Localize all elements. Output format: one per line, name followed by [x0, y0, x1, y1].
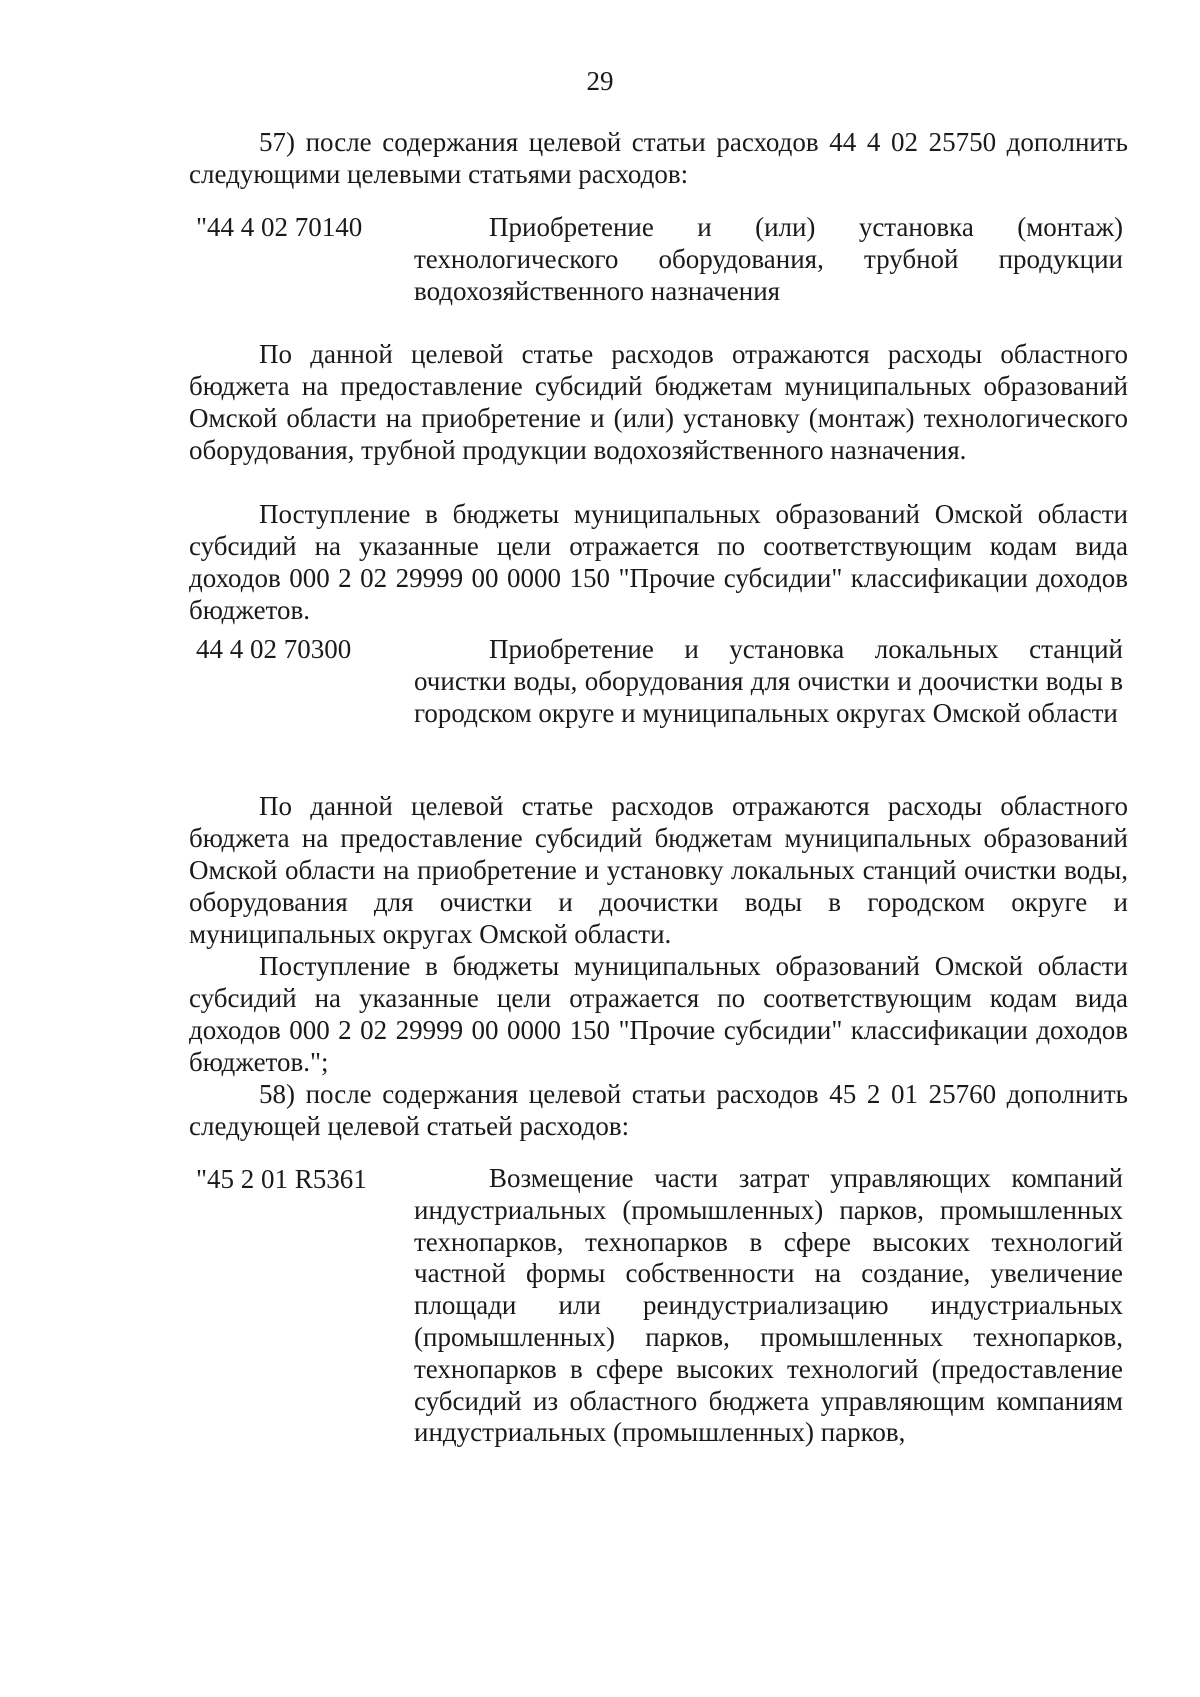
page-number: 29	[586, 66, 614, 96]
entry-title: Приобретение и (или) установка (монтаж) технологического оборудования, трубной продукции водохозяйственного назначения	[414, 212, 1123, 306]
entry-code: "45 2 01 R5361	[196, 1164, 367, 1194]
entry-code: "44 4 02 70140	[196, 212, 363, 242]
entry-description	[189, 338, 1128, 466]
entry-description	[189, 790, 1128, 950]
entry-description-text: По данной целевой статье расходов отражаются расходы областного бюджета на предоставление субсидий бюджетам муниципальных образований Омской области на приобретение и (или) установку (монтаж) технологического оборудования, трубной продукции водохозяйственного назначения.	[189, 339, 1128, 465]
entry-code: 44 4 02 70300	[196, 634, 352, 664]
item-57-intro-text: 57) после содержания целевой статьи расходов 44 4 02 25750 дополнить следующими целевыми статьями расходов:	[189, 127, 1128, 189]
entry-title: Приобретение и установка локальных станций очистки воды, оборудования для очистки и доочистки воды в городском округе и муниципальных округах Омской области	[414, 634, 1123, 728]
entry-receipt-note	[189, 950, 1128, 1078]
entry-receipt-note	[189, 498, 1128, 626]
item-58-intro-text: 58) после содержания целевой статьи расходов 45 2 01 25760 дополнить следующей целевой статьей расходов:	[189, 1079, 1128, 1141]
entry-receipt-text: Поступление в бюджеты муниципальных образований Омской области субсидий на указанные цели отражается по соответствующим кодам вида доходов 000 2 02 29999 00 0000 150 "Прочие субсидии" классификации доходов бюджетов.	[189, 499, 1128, 625]
entry-receipt-text: Поступление в бюджеты муниципальных образований Омской области субсидий на указанные цели отражается по соответствующим кодам вида доходов 000 2 02 29999 00 0000 150 "Прочие субсидии" классификации доходов бюджетов.";	[189, 951, 1128, 1077]
entry-description-text: По данной целевой статье расходов отражаются расходы областного бюджета на предоставление субсидий бюджетам муниципальных образований Омской области на приобретение и установку локальных станций очистки воды, оборудования для очистки и доочистки воды в городском округе и муниципальных округах Омской области.	[189, 791, 1128, 949]
entry-title: Возмещение части затрат управляющих компаний индустриальных (промышленных) парков, промышленных технопарков, технопарков в сфере высоких технологий частной формы собственности на создание, увеличение площади или реиндустриализацию индустриальных (промышленных) парков, промышленных технопарков, технопарков в сфере высоких технологий (предоставление субсидий из областного бюджета управляющим компаниям индустриальных (промышленных) парков,	[414, 1163, 1123, 1448]
item-58-intro	[189, 1078, 1128, 1142]
item-57-intro	[189, 126, 1128, 190]
